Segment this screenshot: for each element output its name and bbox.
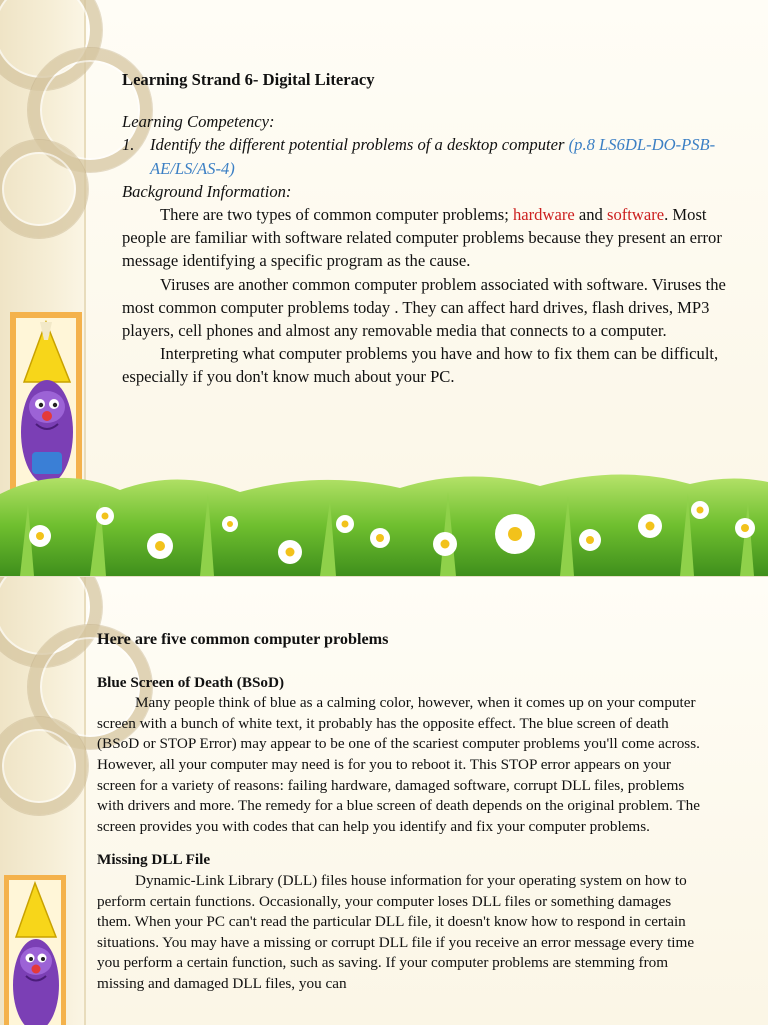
paragraph-bsod: Many people think of blue as a calming color, however, when it comes up on your computer screen with a bunch of white text, it probably has the opposite effect. The blue screen of death (BSoD or STOP Error) may appear to be one of the scariest computer problems you'll come across. However, all your computer may need is for you to reboot it. This STOP error appears on your screen for a variety of reasons: failing hardware, damaged software, corrupt DLL files, problems with drivers and more. The remedy for a blue screen of death depends on the original problem. The screen provides you with codes that can help you identify and fix your computer problems.: [97, 694, 700, 835]
paragraph-dll: Dynamic-Link Library (DLL) files house information for your operating system on how to perform certain functions. Occasionally, your computer loses DLL files or something damages them. When your PC can't read the particular DLL file, it doesn't know how to respond in certain situations. You may have a missing or corrupt DLL file if you receive an error message every time you perform a certain function, such as saving. If your computer problems are stemming from missing and damaged DLL files, you can: [97, 871, 695, 992]
paragraph-viruses: Viruses are another common computer problem associated with software. Viruses the most common computer problems today . They can affect hard drives, flash drives, MP3 players, cell phones and almost any removable media that connects to a computer.: [122, 274, 726, 341]
background-label: Background Information:: [122, 181, 292, 201]
slide-2-content: [97, 629, 709, 995]
slide-title: Learning Strand 6- Digital Literacy: [122, 70, 375, 89]
flower-meadow-image: [0, 464, 768, 576]
competency-text: Identify the different potential problems of a desktop computer (p.8 LS6DL-DO-PSB-AE/LS/AS-4): [150, 135, 716, 178]
competency-number: 1.: [122, 135, 135, 155]
slide-1-content: [122, 68, 732, 389]
slide-title: Here are five common computer problems: [97, 630, 389, 648]
slide-2: [0, 576, 768, 1025]
paragraph-interpreting: Interpreting what computer problems you have and how to fix them can be difficult, especially if you don't know much about your PC.: [122, 344, 719, 387]
competency-reference: (p.8 LS6DL-DO-PSB-AE/LS/AS-4): [150, 135, 716, 178]
pencil-mascot-image: [4, 875, 66, 1025]
competency-label: Learning Competency:: [122, 112, 275, 132]
paragraph-problem-types: There are two types of common computer problems; hardware and software. Most people are familiar with software related computer problems because they present an error message identifying a specific program as the cause.: [122, 205, 722, 271]
keyword-hardware: hardware: [512, 205, 575, 225]
keyword-software: software: [606, 205, 665, 225]
competency-item: [122, 133, 732, 179]
section-heading-dll: Missing DLL File: [97, 851, 211, 869]
section-heading-bsod: Blue Screen of Death (BSoD): [97, 673, 285, 691]
